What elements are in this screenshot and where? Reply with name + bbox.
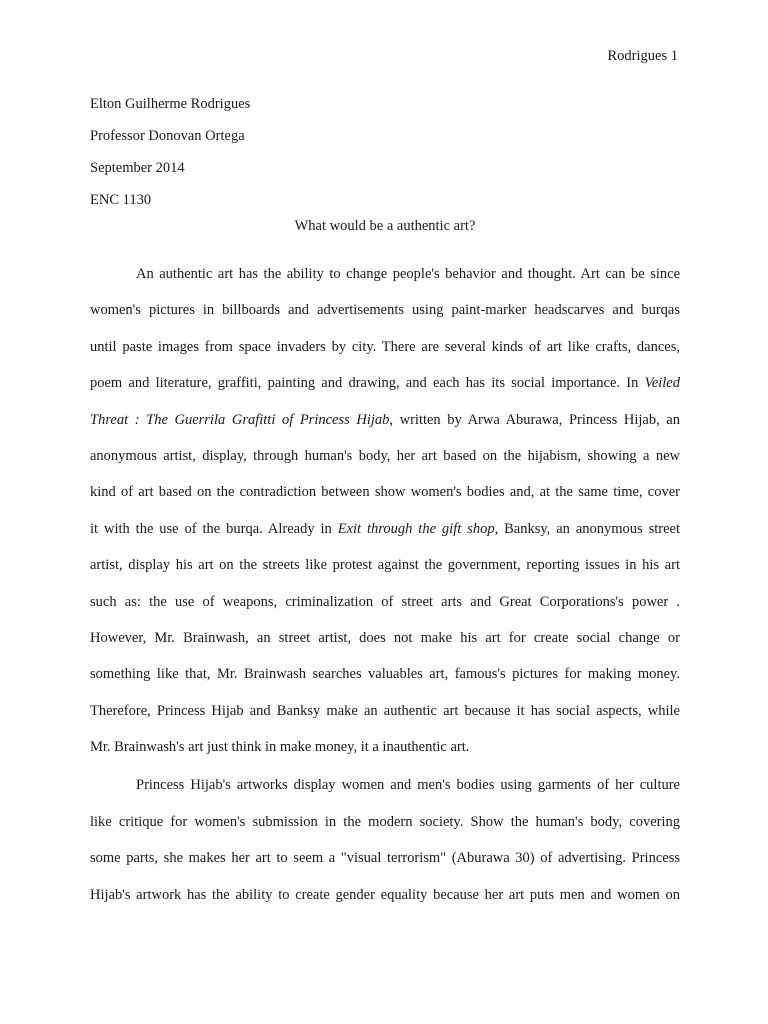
running-head-page-number: Rodrigues 1: [607, 48, 678, 64]
text-line: [90, 407, 680, 443]
text-line: However, Mr. Brainwash, an street artist, does not make his art for create social change or: [90, 629, 680, 646]
date-line: September 2014: [90, 160, 185, 176]
text-line: some parts, she makes her art to seem a "visual terrorism" (Aburawa 30) of advertising. Princess: [90, 850, 680, 867]
text-run: , written by Arwa Aburawa, Princess Hijab, an: [389, 411, 680, 428]
course-code: ENC 1130: [90, 192, 152, 208]
mla-heading: [90, 94, 680, 222]
text-line: Mr. Brainwash's art just think in make money, it a inauthentic art.: [90, 739, 470, 756]
text-run: poem and literature, graffiti, painting and drawing, and each has its social importance. In: [90, 375, 645, 392]
text-line: Therefore, Princess Hijab and Banksy make an authentic art because it has social aspects, while: [90, 702, 680, 719]
text-line: anonymous artist, display, through human's body, her art based on the hijabism, showing a new: [90, 447, 680, 464]
text-line: kind of art based on the contradiction between show women's bodies and, at the same time, cover: [90, 484, 680, 501]
text-line: artist, display his art on the streets like protest against the government, reporting issues in his art: [90, 557, 680, 574]
paragraph-1: [90, 261, 680, 770]
text-line: [90, 370, 680, 406]
text-line: Hijab's artwork has the ability to create gender equality because her art puts men and women on: [90, 886, 680, 903]
italic-title-run: Exit through the gift shop: [337, 520, 495, 537]
text-run: , Banksy, an anonymous street: [494, 520, 680, 537]
text-line: like critique for women's submission in the modern society. Show the human's body, covering: [90, 813, 680, 830]
italic-title-run: Threat : The Guerrila Grafitti of Princess Hijab: [90, 411, 390, 428]
text-line: until paste images from space invaders by city. There are several kinds of art like crafts, dances,: [90, 338, 680, 355]
italic-title-run: Veiled: [644, 375, 680, 392]
text-run: it with the use of the burqa. Already in: [90, 520, 338, 537]
text-line: [90, 516, 680, 552]
professor-name: Professor Donovan Ortega: [90, 128, 245, 144]
text-line: something like that, Mr. Brainwash searches valuables art, famous's pictures for making money.: [90, 666, 680, 683]
text-line: An authentic art has the ability to change people's behavior and thought. Art can be since: [136, 266, 680, 282]
text-line: women's pictures in billboards and advertisements using paint-marker headscarves and burqas: [90, 302, 680, 319]
essay-body: [90, 261, 680, 918]
text-line: Princess Hijab's artworks display women and men's bodies using garments of her culture: [136, 777, 680, 794]
author-name: Elton Guilherme Rodrigues: [90, 96, 251, 112]
essay-title: What would be a authentic art?: [294, 218, 476, 234]
paragraph-2: [90, 772, 680, 918]
text-line: such as: the use of weapons, criminalization of street arts and Great Corporations's power .: [90, 593, 680, 610]
